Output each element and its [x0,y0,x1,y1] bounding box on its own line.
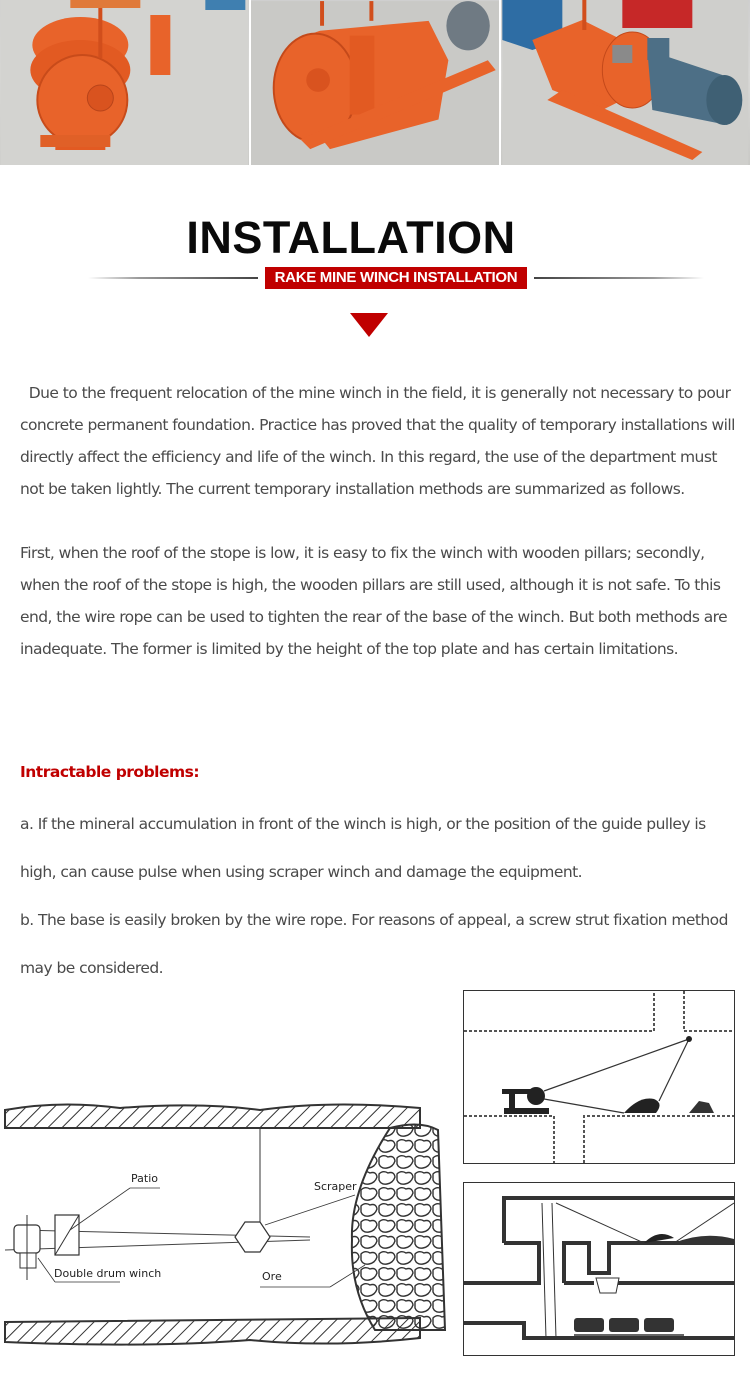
winch-side-illustration [251,0,500,165]
product-photo-1 [0,0,249,165]
installation-diagram-lower [463,1182,735,1356]
header-divider-right [534,277,704,279]
label-double-drum-winch: Double drum winch [54,1267,162,1280]
label-ore: Ore [262,1270,282,1283]
tunnel-diagram-drawing [0,1090,450,1360]
label-patio: Patio [131,1172,158,1185]
triangle-down-icon [350,313,388,337]
product-photo-3 [501,0,750,165]
problem-item-a: a. If the mineral accumulation in front of the winch is high, or the position of the guide pulley is high, can cause pulse when using scraper winch and damage the equipment. [20,815,706,881]
intro-paragraph: Due to the frequent relocation of the mine winch in the field, it is generally not necessary to pour concrete permanent foundation. Practice has proved that the quality of temporary installations will directly affect the efficiency and life of the winch. In this regard, the use of the department must not be taken lightly. The current temporary installation methods are summarized as follows. [20,384,735,498]
product-photo-row [0,0,750,165]
label-scraper: Scraper [314,1180,357,1193]
header-divider-left [88,277,258,279]
winch-front-illustration [0,0,249,165]
page-title: INSTALLATION [186,212,516,263]
section-subtitle-badge: RAKE MINE WINCH INSTALLATION [265,267,527,289]
product-photo-2 [251,0,500,165]
installation-diagram-upper [463,990,735,1164]
problems-heading: Intractable problems: [20,763,200,781]
winch-motor-illustration [501,0,750,165]
winch-pulley-section-drawing [464,991,734,1163]
methods-paragraph: First, when the roof of the stope is low, it is easy to fix the winch with wooden pillars; secondly, when the roof of the stope is high, the wooden pillars are still used, although it is not safe. To this end, the wire rope can be used to tighten the rear of the base of the winch. But both methods are inadequate. The former is limited by the height of the top plate and has certain limitations. [20,544,728,658]
scraper-tunnel-diagram [0,1090,450,1360]
multi-level-tunnel-drawing [464,1183,734,1355]
problem-item-b: b. The base is easily broken by the wire rope. For reasons of appeal, a screw strut fixation method may be considered. [20,911,728,977]
